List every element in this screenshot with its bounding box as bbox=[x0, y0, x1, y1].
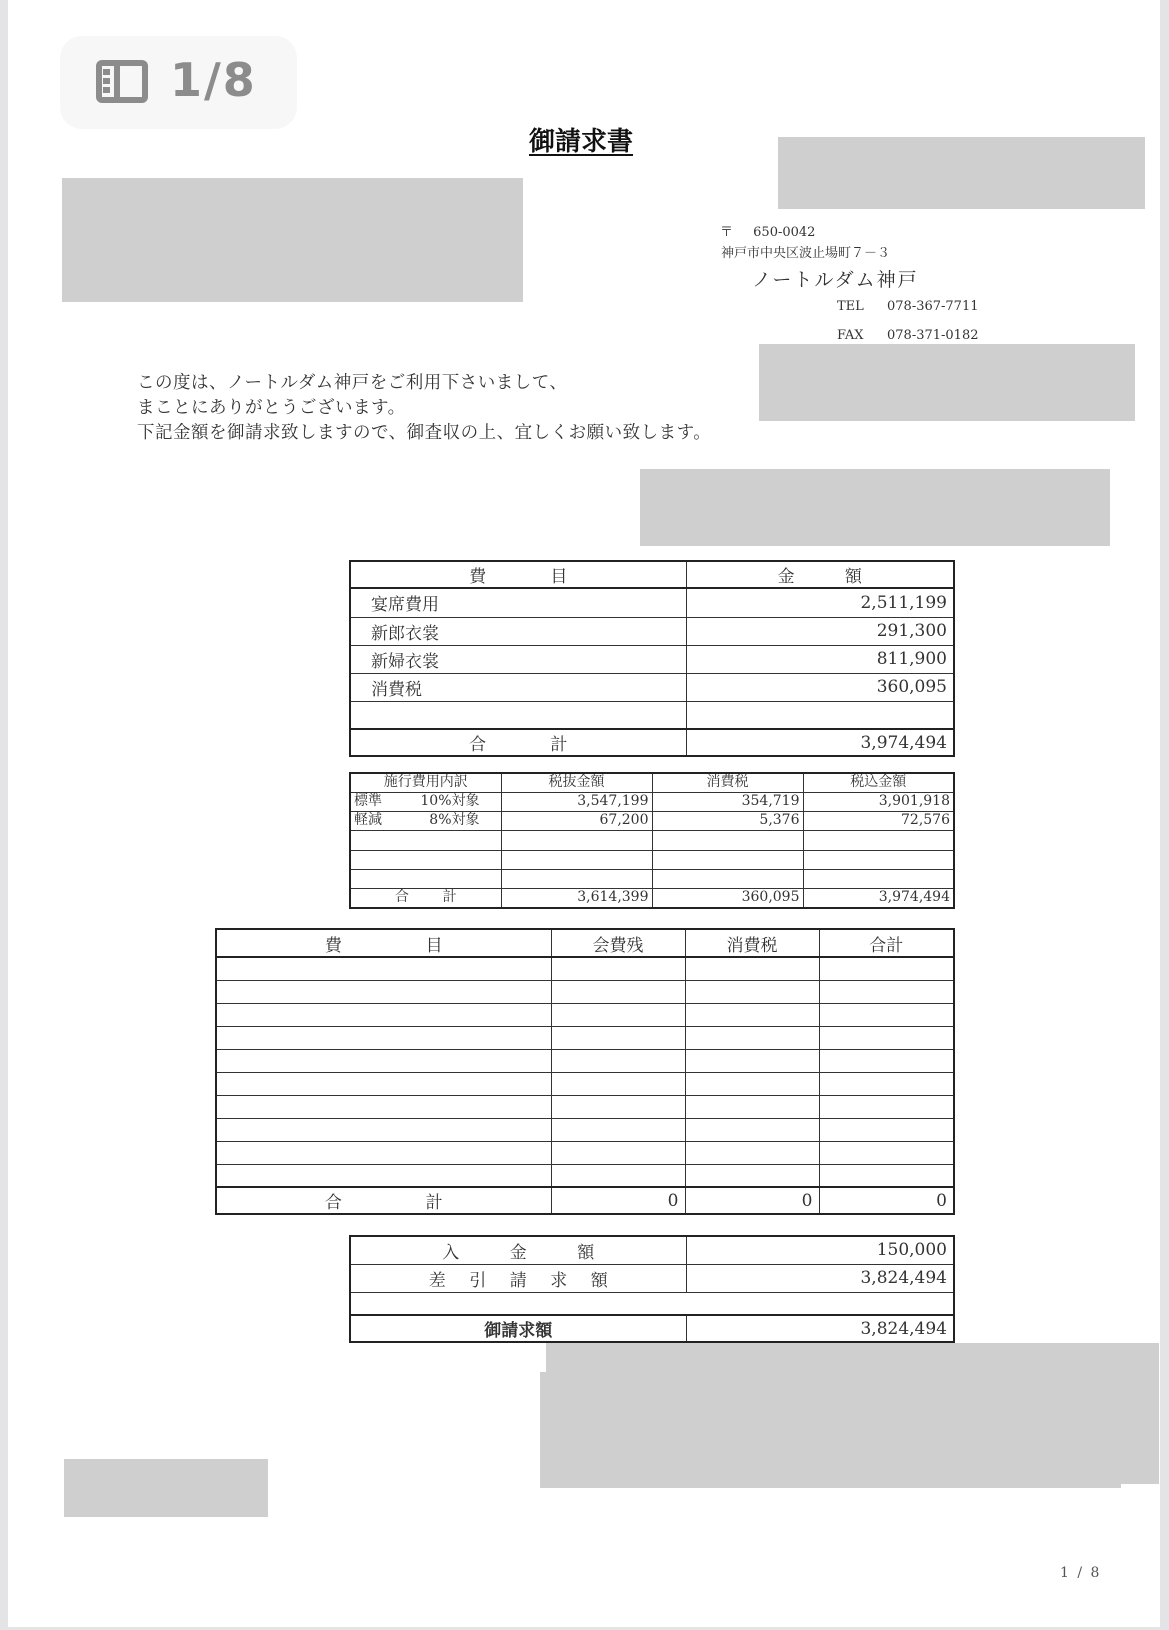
empty-cell bbox=[551, 1026, 685, 1049]
table-row bbox=[350, 830, 954, 850]
fax-label: FAX bbox=[837, 328, 864, 343]
empty-cell bbox=[551, 1141, 685, 1164]
sender-company: ノートルダム神戸 bbox=[752, 269, 919, 291]
table-header-row bbox=[350, 561, 954, 588]
header-amount-b: 額 bbox=[844, 567, 862, 587]
empty-cell bbox=[819, 980, 954, 1003]
total-label-a: 合 bbox=[394, 889, 409, 906]
table-row bbox=[350, 850, 954, 869]
header-item-a: 費 bbox=[469, 567, 487, 587]
tax-cell bbox=[652, 830, 803, 850]
redaction-block bbox=[540, 1372, 1121, 1488]
sender-address: 神戸市中央区波止場町７－３ bbox=[721, 246, 891, 261]
table-row bbox=[216, 1118, 954, 1141]
pre-tax-cell bbox=[501, 830, 652, 850]
table-row bbox=[350, 673, 954, 701]
tel-number: 078-367-7711 bbox=[887, 299, 979, 314]
sidebar-thumbnails-icon[interactable] bbox=[96, 60, 148, 103]
empty-cell bbox=[819, 1118, 954, 1141]
table-row bbox=[216, 1164, 954, 1187]
redaction-block bbox=[640, 469, 1110, 546]
empty-cell bbox=[685, 1026, 819, 1049]
item-cell: 宴席費用 bbox=[350, 588, 686, 617]
empty-cell bbox=[819, 1026, 954, 1049]
postal-mark: 〒 bbox=[720, 225, 734, 240]
item-cell: 新婦衣裳 bbox=[350, 645, 686, 673]
table-row bbox=[350, 811, 954, 830]
table-row bbox=[350, 869, 954, 888]
empty-cell bbox=[819, 1095, 954, 1118]
empty-cell bbox=[551, 1049, 685, 1072]
document-title: 御請求書 bbox=[529, 127, 634, 157]
header-breakdown: 施行費用内訳 bbox=[350, 773, 501, 792]
invoice-amount: 3,824,494 bbox=[686, 1315, 954, 1342]
total-sum: 0 bbox=[819, 1187, 954, 1214]
empty-cell bbox=[819, 1049, 954, 1072]
total-row bbox=[350, 888, 954, 908]
table-row bbox=[216, 957, 954, 980]
deposit-label-char: 金 bbox=[509, 1242, 527, 1263]
amount-cell: 2,511,199 bbox=[686, 588, 954, 617]
balance-label-char: 請 bbox=[509, 1270, 527, 1291]
rate-label: 8%対象 bbox=[429, 812, 480, 828]
table-row bbox=[350, 645, 954, 673]
rate-type bbox=[350, 869, 501, 888]
item-cell bbox=[350, 701, 686, 729]
empty-cell bbox=[551, 1095, 685, 1118]
postal-code: 650-0042 bbox=[753, 225, 816, 240]
empty-cell bbox=[685, 1072, 819, 1095]
total-pre-tax: 3,614,399 bbox=[501, 888, 652, 908]
redaction-block bbox=[778, 137, 1145, 209]
incl-tax-cell bbox=[803, 869, 954, 888]
table-row bbox=[350, 701, 954, 729]
empty-cell bbox=[216, 1141, 551, 1164]
postal-line bbox=[720, 225, 815, 241]
header-incl-tax: 税込金額 bbox=[803, 773, 954, 792]
deposit-amount: 150,000 bbox=[686, 1236, 954, 1264]
empty-cell bbox=[685, 1141, 819, 1164]
tel-label: TEL bbox=[837, 299, 864, 314]
empty-cell bbox=[216, 1026, 551, 1049]
empty-cell bbox=[819, 1003, 954, 1026]
fax-number: 078-371-0182 bbox=[887, 328, 979, 343]
empty-cell bbox=[216, 957, 551, 980]
empty-cell bbox=[819, 1164, 954, 1187]
tax-cell bbox=[652, 850, 803, 869]
total-label-b: 計 bbox=[442, 889, 457, 906]
empty-cell bbox=[216, 1072, 551, 1095]
table-row bbox=[216, 1003, 954, 1026]
empty-cell bbox=[685, 980, 819, 1003]
empty-cell bbox=[685, 1049, 819, 1072]
tax-cell: 354,719 bbox=[652, 792, 803, 811]
empty-cell bbox=[685, 1095, 819, 1118]
deposit-label-char: 額 bbox=[577, 1242, 595, 1263]
redaction-block bbox=[62, 178, 523, 302]
empty-cell bbox=[551, 957, 685, 980]
balance-amount: 3,824,494 bbox=[686, 1264, 954, 1292]
header-item-b: 目 bbox=[425, 935, 443, 956]
table-row bbox=[350, 588, 954, 617]
total-balance: 0 bbox=[551, 1187, 685, 1214]
invoice-row bbox=[350, 1315, 954, 1342]
balance-label-char: 引 bbox=[469, 1270, 487, 1291]
header-tax: 消費税 bbox=[685, 929, 819, 957]
membership-rows bbox=[216, 957, 954, 1187]
empty-cell bbox=[216, 980, 551, 1003]
total-row bbox=[216, 1187, 954, 1214]
table-header-row bbox=[350, 773, 954, 792]
invoice-label: 御請求額 bbox=[350, 1315, 686, 1342]
payment-table bbox=[349, 1235, 955, 1343]
page-indicator-text: 1/8 bbox=[170, 53, 257, 107]
spacer-row bbox=[350, 1292, 954, 1315]
header-item-a: 費 bbox=[324, 935, 342, 956]
total-tax: 360,095 bbox=[652, 888, 803, 908]
balance-label-char: 求 bbox=[550, 1270, 568, 1291]
rate-type: 標準 bbox=[354, 793, 382, 809]
amount-cell bbox=[686, 701, 954, 729]
total-amount: 3,974,494 bbox=[686, 729, 954, 756]
table-row bbox=[216, 1095, 954, 1118]
empty-cell bbox=[551, 1164, 685, 1187]
redaction-block bbox=[64, 1459, 268, 1517]
page-number: 1 / 8 bbox=[1060, 1565, 1102, 1581]
amount-cell: 811,900 bbox=[686, 645, 954, 673]
incl-tax-cell bbox=[803, 830, 954, 850]
rate-type bbox=[350, 850, 501, 869]
table-row bbox=[350, 792, 954, 811]
tax-cell bbox=[652, 869, 803, 888]
pre-tax-cell: 3,547,199 bbox=[501, 792, 652, 811]
empty-cell bbox=[216, 1164, 551, 1187]
greeting-line: まことにありがとうございます。 bbox=[137, 398, 406, 418]
total-label-b: 計 bbox=[550, 735, 568, 755]
total-label-a: 合 bbox=[469, 735, 487, 755]
empty-cell bbox=[685, 1118, 819, 1141]
incl-tax-cell: 72,576 bbox=[803, 811, 954, 830]
balance-row bbox=[350, 1264, 954, 1292]
pre-tax-cell bbox=[501, 869, 652, 888]
item-cell: 消費税 bbox=[350, 673, 686, 701]
greeting-line: この度は、ノートルダム神戸をご利用下さいまして、 bbox=[137, 373, 568, 393]
summary-table bbox=[349, 560, 955, 757]
header-tax: 消費税 bbox=[652, 773, 803, 792]
empty-cell bbox=[685, 1164, 819, 1187]
balance-label-char: 額 bbox=[590, 1270, 608, 1291]
incl-tax-cell bbox=[803, 850, 954, 869]
table-row bbox=[216, 1072, 954, 1095]
empty-cell bbox=[819, 957, 954, 980]
redaction-block bbox=[759, 344, 1135, 421]
rate-type: 軽減 bbox=[354, 812, 382, 828]
tax-cell: 5,376 bbox=[652, 811, 803, 830]
item-cell: 新郎衣裳 bbox=[350, 617, 686, 645]
empty-cell bbox=[551, 980, 685, 1003]
deposit-row bbox=[350, 1236, 954, 1264]
pre-tax-cell bbox=[501, 850, 652, 869]
total-tax: 0 bbox=[685, 1187, 819, 1214]
empty-cell bbox=[216, 1049, 551, 1072]
header-item-b: 目 bbox=[550, 567, 568, 587]
table-row bbox=[350, 617, 954, 645]
empty-cell bbox=[551, 1003, 685, 1026]
table-header-row bbox=[216, 929, 954, 957]
header-amount-a: 金 bbox=[777, 567, 795, 587]
deposit-label-char: 入 bbox=[442, 1242, 460, 1263]
empty-cell bbox=[216, 1095, 551, 1118]
table-row bbox=[216, 1026, 954, 1049]
tax-breakdown-table bbox=[349, 772, 955, 909]
balance-label-char: 差 bbox=[428, 1270, 446, 1291]
empty-cell bbox=[685, 1003, 819, 1026]
total-incl-tax: 3,974,494 bbox=[803, 888, 954, 908]
table-row bbox=[216, 1049, 954, 1072]
greeting-line: 下記金額を御請求致しますので、御査収の上、宜しくお願い致します。 bbox=[137, 423, 712, 443]
total-row bbox=[350, 729, 954, 756]
empty-cell bbox=[551, 1118, 685, 1141]
empty-cell bbox=[685, 957, 819, 980]
header-balance: 会費残 bbox=[551, 929, 685, 957]
amount-cell: 291,300 bbox=[686, 617, 954, 645]
total-label-b: 計 bbox=[425, 1193, 443, 1213]
membership-table bbox=[215, 928, 955, 1215]
rate-label: 10%対象 bbox=[420, 793, 480, 809]
table-row bbox=[216, 1141, 954, 1164]
empty-cell bbox=[819, 1141, 954, 1164]
header-pre-tax: 税抜金額 bbox=[501, 773, 652, 792]
empty-cell bbox=[216, 1118, 551, 1141]
amount-cell: 360,095 bbox=[686, 673, 954, 701]
rate-type bbox=[350, 830, 501, 850]
header-total: 合計 bbox=[819, 929, 954, 957]
empty-cell bbox=[216, 1003, 551, 1026]
empty-cell bbox=[819, 1072, 954, 1095]
total-label-a: 合 bbox=[324, 1193, 342, 1213]
incl-tax-cell: 3,901,918 bbox=[803, 792, 954, 811]
pre-tax-cell: 67,200 bbox=[501, 811, 652, 830]
table-row bbox=[216, 980, 954, 1003]
empty-cell bbox=[551, 1072, 685, 1095]
